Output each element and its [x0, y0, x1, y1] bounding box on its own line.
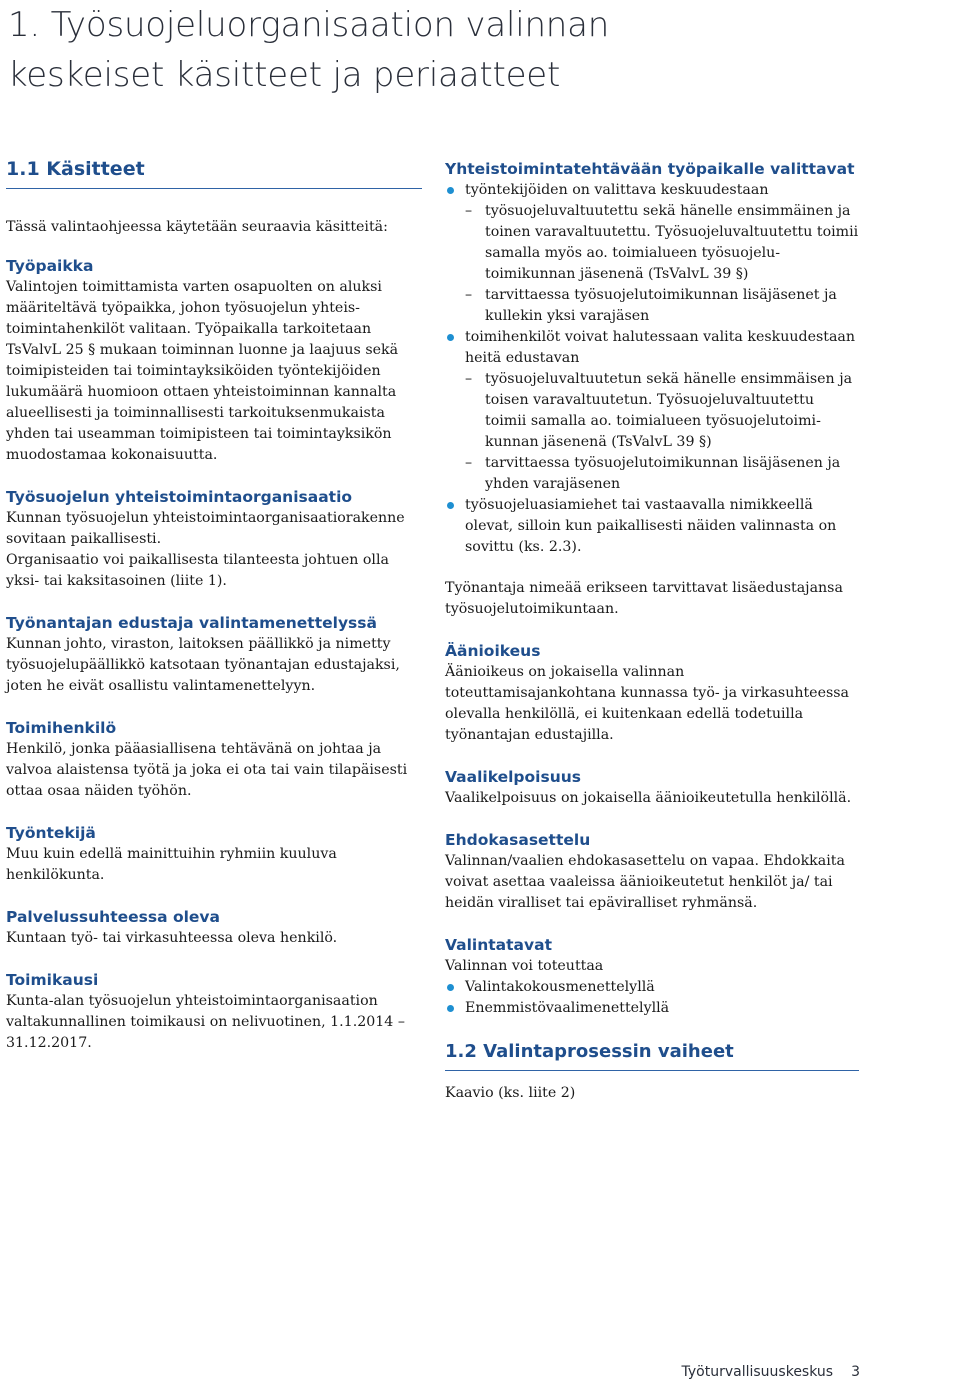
intro-text: Tässä valintaohjeessa käytetään seuraavia käsitteitä:	[6, 219, 388, 235]
term-heading: Työntekijä	[6, 824, 96, 842]
term-ehdokasasettelu	[445, 829, 859, 914]
term-text: Henkilö, jonka pääasiallisena tehtävänä on johtaa ja valvoa alaistensa työtä ja joka ei ota tai vain tilapäisesti ottaa osaa näiden työhön.	[6, 741, 408, 799]
term-tyontekija	[6, 822, 422, 886]
page-footer	[660, 1364, 860, 1380]
page-title-line-1: 1. Työsuojeluorganisaation valinnan	[8, 5, 610, 45]
term-heading: Toimikausi	[6, 971, 99, 989]
term-tyopaikka	[6, 255, 422, 466]
term-yhteistoimintaorganisaatio	[6, 486, 422, 592]
term-heading: Palvelussuhteessa oleva	[6, 908, 220, 926]
tasks-heading: Yhteistoimintatehtävään työpaikalle valittavat	[445, 160, 855, 178]
term-text: Vaalikelpoisuus on jokaisella äänioikeutetulla henkilöllä.	[445, 790, 852, 806]
list-item-text: toimihenkilöt voivat halutessaan valita keskuudestaan heitä edustavan	[465, 329, 856, 366]
list-item: Enemmistövaalimenettelyllä	[445, 998, 859, 1019]
list-item	[445, 180, 859, 327]
term-vaalikelpoisuus	[445, 766, 859, 809]
methods-list	[445, 977, 859, 1019]
term-heading: Äänioikeus	[445, 642, 541, 660]
section-text: Kaavio (ks. liite 2)	[445, 1085, 576, 1101]
list-item: Valintakokousmenettelyllä	[445, 977, 859, 998]
term-text: Kunnan työsuojelun yhteistoimintaorganisaatiorakenne sovitaan paikallisesti.	[6, 510, 405, 547]
term-valintatavat	[445, 934, 859, 1019]
page-number: 3	[851, 1364, 860, 1380]
page-title	[8, 0, 948, 100]
term-toimikausi	[6, 969, 422, 1054]
employer-note: Työnantaja nimeää erikseen tarvittavat lisäedustajansa työsuojelutoimikuntaan.	[445, 580, 843, 617]
term-text: Äänioikeus on jokaisella valinnan toteuttamisajankohtana kunnassa työ- ja virkasuhteessa olevalla henkilöllä, ei kuitenkaan edellä todetuilla työnantajan edustajilla.	[445, 664, 849, 743]
term-text: Kuntaan työ- tai virkasuhteessa oleva henkilö.	[6, 930, 338, 946]
sub-list-item: – tarvittaessa työsuojelutoimikunnan lisäjäsenet ja kullekin yksi varajäsen	[445, 285, 859, 327]
list-item	[445, 327, 859, 495]
list-item-text: työsuojeluasiamiehet tai vastaavalla nimikkeellä olevat, silloin kun paikallisesti näiden valinnasta on sovittu (ks. 2.3).	[465, 497, 837, 555]
term-text: Kunta-alan työsuojelun yhteistoimintaorganisaation valtakunnallinen toimikausi on nelivuotinen, 1.1.2014 – 31.12.2017.	[6, 993, 405, 1051]
list-item-text: työntekijöiden on valittava keskuudestaan	[465, 182, 769, 198]
tasks-list	[445, 180, 859, 558]
term-text: Muu kuin edellä mainittuihin ryhmiin kuuluva henkilökunta.	[6, 846, 337, 883]
term-heading: Työpaikka	[6, 257, 94, 275]
sub-list-item: – tarvittaessa työsuojelutoimikunnan lisäjäsenen ja yhden varajäsenen	[445, 453, 859, 495]
term-aanioikeus	[445, 640, 859, 746]
section-title-concepts: 1.1 Käsitteet	[6, 156, 422, 189]
term-heading: Työnantajan edustaja valintamenettelyssä	[6, 614, 377, 632]
term-text: Valinnan/vaalien ehdokasasettelu on vapaa. Ehdokkaita voivat asettaa vaaleissa äänioikeutetut henkilöt ja/ tai heidän viralliset tai epäviralliset ryhmänsä.	[445, 853, 845, 911]
sub-list-item: – työsuojeluvaltuutettu sekä hänelle ensimmäinen ja toinen varavaltuutettu. Työsuojeluvaltuutettu toimii samalla myös ao. toimialueen työsuojelutoimikunnan jäsenenä (TsValvL 39 §)	[445, 201, 859, 285]
term-tyonantajan-edustaja	[6, 612, 422, 697]
term-text: Valinnan voi toteuttaa	[445, 958, 604, 974]
term-heading: Toimihenkilö	[6, 719, 117, 737]
term-palvelussuhteessa-oleva	[6, 906, 422, 949]
term-toimihenkilo	[6, 717, 422, 802]
right-column	[445, 158, 859, 1104]
sub-list	[445, 369, 859, 495]
page-title-line-2: keskeiset käsitteet ja periaatteet	[8, 55, 561, 95]
sub-list	[445, 201, 859, 327]
section-title-process: 1.2 Valintaprosessin vaiheet	[445, 1041, 859, 1071]
term-text: Kunnan johto, viraston, laitoksen päällikkö ja nimetty työsuojelupäällikkö katsotaan työnantajan edustajaksi, joten he eivät osallistu valintamenettelyyn.	[6, 636, 400, 694]
sub-list-item: – työsuojeluvaltuutetun sekä hänelle ensimmäisen ja toisen varavaltuutetun. Työsuojeluvaltuutettu toimii samalla ao. toimialueen työsuojelutoimikunnan jäsenenä (TsValvL 39 §)	[445, 369, 859, 453]
footer-publisher: Työturvallisuuskeskus	[681, 1364, 834, 1380]
term-text: Valintojen toimittamista varten osapuolten on aluksi määriteltävä työpaikka, johon työsuojelun yhteistoimintahenkilöt valitaan. Työpaikalla tarkoitetaan TsValvL 25 § mukaan toiminnan luonne ja laajuus sekä toimipisteiden tai toimintayksiköiden työntekijöiden lukumäärä huomioon ottaen yhteistoiminnan kannalta alueellisesti ja toiminnallisesti tarkoituksenmukaista yhden tai useamman toimipisteen tai toimintayksikön muodostamaa kokonaisuutta.	[6, 279, 399, 463]
left-column	[6, 156, 422, 1054]
term-heading: Ehdokasasettelu	[445, 831, 591, 849]
term-heading: Työsuojelun yhteistoimintaorganisaatio	[6, 488, 353, 506]
term-heading: Valintatavat	[445, 936, 552, 954]
list-item	[445, 495, 859, 558]
term-text-2: Organisaatio voi paikallisesta tilanteesta johtuen olla yksi- tai kaksitasoinen (liite 1).	[6, 552, 389, 589]
term-heading: Vaalikelpoisuus	[445, 768, 581, 786]
